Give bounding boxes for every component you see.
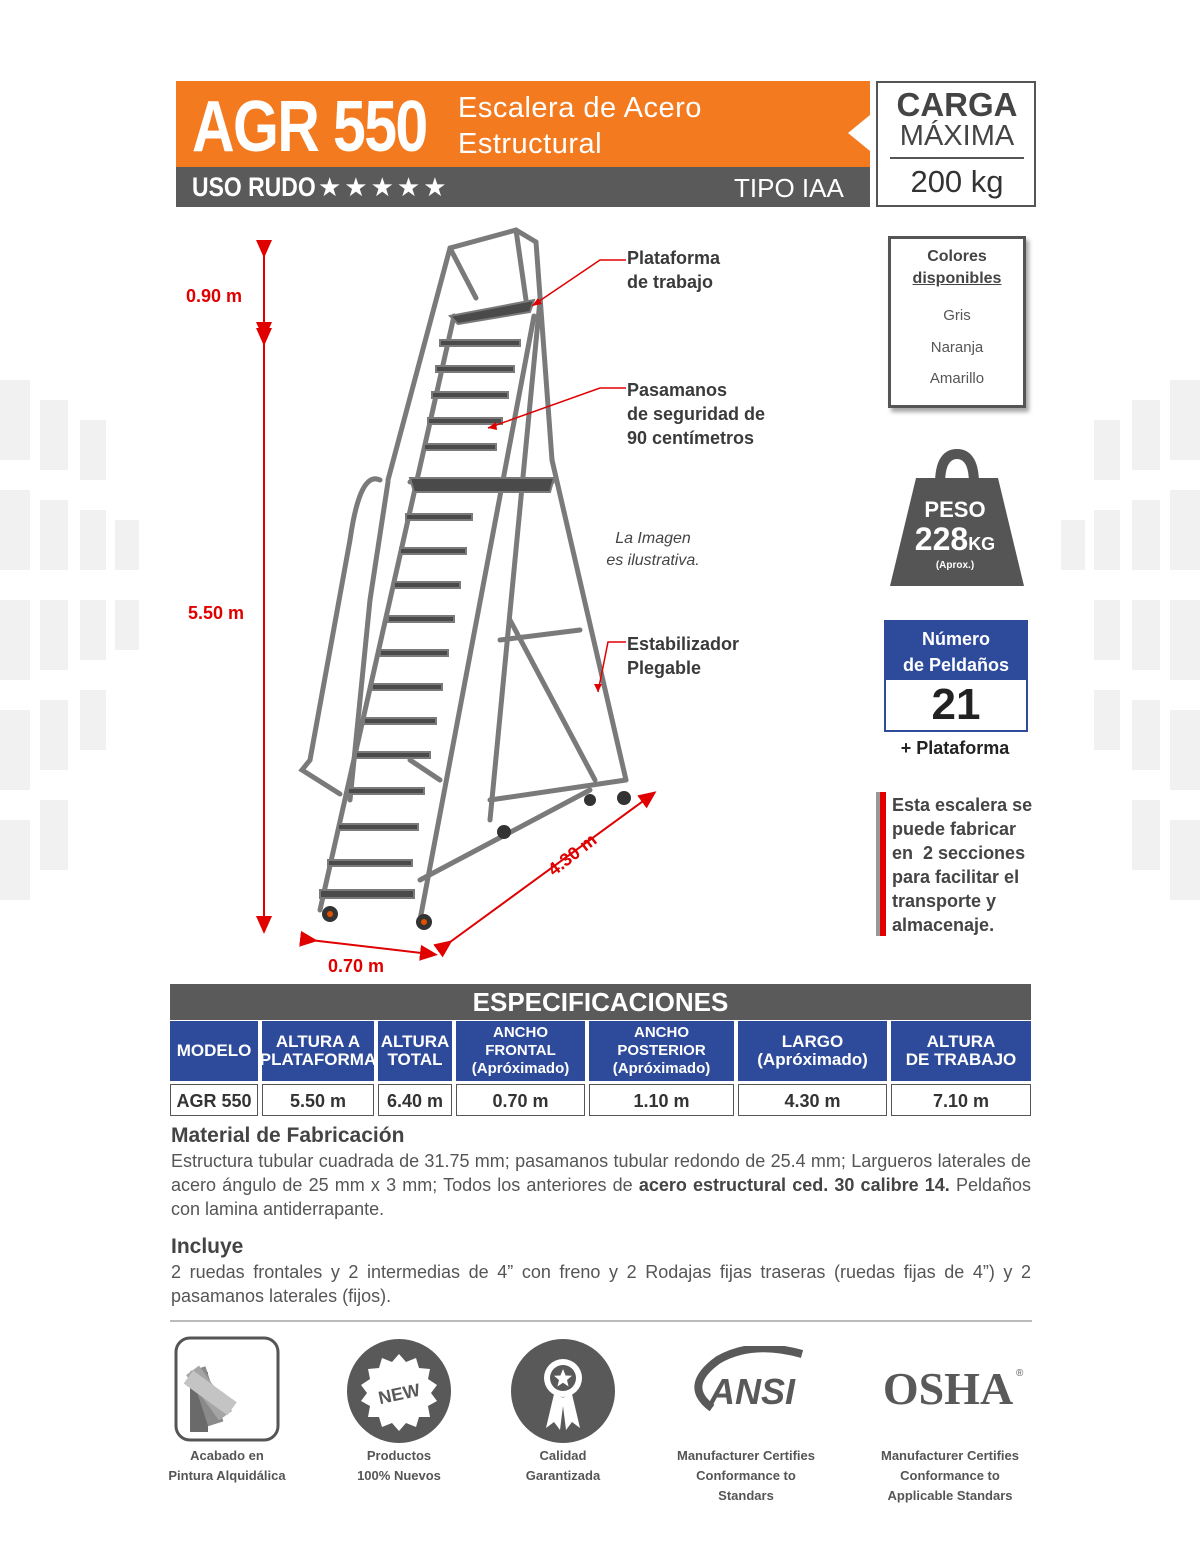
sections-note: Esta escalera se puede fabricar en 2 secciones para facilitar el transporte y almacenaje. [892,795,1033,935]
header-arrow-notch [848,81,878,207]
spec-header-5: LARGO (Apróximado) [738,1021,887,1081]
ansi-logo [672,1346,820,1426]
spec-value-6: 7.10 m [891,1084,1031,1116]
color-option-naranja: Naranja [930,339,984,356]
spec-value-1: 5.50 m [262,1084,374,1116]
rating-stars: ★★★★★ [318,172,450,202]
spec-value-4: 1.10 m [589,1084,734,1116]
callout-platform: Plataforma de trabajo [627,248,721,292]
steps-extra: + Plataforma [900,738,1010,758]
product-subtitle-line2: Estructural [458,128,603,160]
max-load-title: CARGA [896,86,1018,123]
note-accent-bar [876,792,886,936]
spec-header-3: ANCHO FRONTAL (Apróximado) [456,1021,585,1081]
new-seal-icon [346,1338,452,1444]
steps-title: Número de Peldaños [902,629,1010,675]
platform-height-label: 5.50 m [188,603,245,623]
length-label: 4.30 m [544,829,601,880]
divider [170,1320,1032,1322]
new-seal-text: NEW [376,1379,422,1409]
weight-value: 228KG [914,521,996,557]
badge-caption-new: Productos 100% Nuevos [357,1448,441,1483]
ansi-logo-text: ANSI [708,1371,796,1412]
osha-logo-text: OSHA [882,1363,1014,1412]
spec-header-0: MODELO [170,1021,258,1081]
includes-title: Incluye [171,1235,244,1258]
spec-value-5: 4.30 m [738,1084,887,1116]
model-title: AGR 550 [192,87,427,167]
spec-header-6: ALTURA DE TRABAJO [891,1021,1031,1081]
spec-value-3: 0.70 m [456,1084,585,1116]
color-option-gris: Gris [943,307,971,324]
spec-header-1: ALTURA A PLATAFORMA [262,1021,374,1081]
badge-caption-osha: Manufacturer Certifies Conformance to Applicable Standars [881,1448,1019,1503]
color-option-amarillo: Amarillo [929,370,985,387]
colors-title: Colores disponibles [912,248,1002,287]
steps-count: 21 [931,680,981,729]
spec-header-2: ALTURA TOTAL [378,1021,452,1081]
osha-logo [876,1362,1024,1412]
divider [890,157,1024,159]
product-subtitle-line1: Escalera de Acero [458,92,702,124]
badge-caption-quality: Calidad Garantizada [525,1448,601,1483]
usage-label: USO RUDO [192,172,316,202]
badge-caption-finish: Acabado en Pintura Alquidálica [168,1448,286,1483]
svg-text:®: ® [1016,1368,1024,1379]
includes-text: 2 ruedas frontales y 2 intermedias de 4” con freno y 2 Rodajas fijas traseras (ruedas fijas de 4”) y 2 pasamanos laterales (fijos). [171,1262,1031,1306]
max-load-subtitle: MÁXIMA [899,120,1015,152]
spec-header-4: ANCHO POSTERIOR (Apróximado) [589,1021,734,1081]
illustrative-note: La Imagen es ilustrativa. [606,530,700,569]
front-width-label: 0.70 m [328,956,385,976]
weight-approx: (Aprox.) [935,560,975,571]
callout-handrail: Pasamanos de seguridad de 90 centímetros [627,380,766,448]
railing-height-label: 0.90 m [186,286,243,306]
specs-title: ESPECIFICACIONES [170,984,1031,1020]
weight-label: PESO [924,497,986,522]
paint-swatch-icon [174,1336,280,1442]
max-load-value: 200 kg [910,164,1004,199]
badge-caption-ansi: Manufacturer Certifies Conformance to Standars [677,1448,815,1503]
callout-leaders [480,250,640,710]
material-text: Estructura tubular cuadrada de 31.75 mm; pasamanos tubular redondo de 25.4 mm; Largueros laterales de acero ángulo de 25 mm x 3 mm; Todos los anteriores de acero estructural ced. 30 calibre 14. Peldaños con lamina antiderrapante. [171,1151,1031,1219]
quality-ribbon-icon [510,1338,616,1444]
spec-value-2: 6.40 m [378,1084,452,1116]
type-label: TIPO IAA [734,173,844,203]
callout-stabilizer: Estabilizador Plegable [627,634,740,678]
spec-value-0: AGR 550 [170,1084,258,1116]
material-title: Material de Fabricación [171,1124,405,1147]
